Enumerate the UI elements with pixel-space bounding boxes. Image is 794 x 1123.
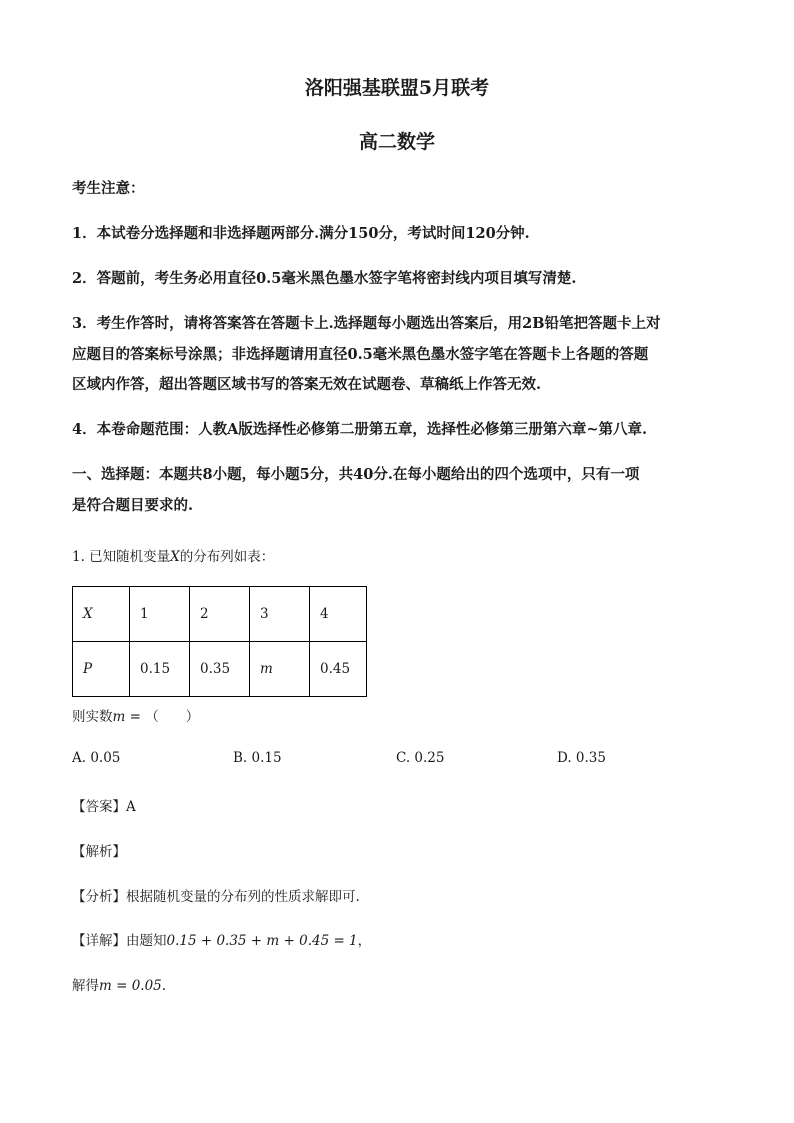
notice-item-4: 4．本卷命题范围：人教A版选择性必修第二册第五章，选择性必修第三册第六章~第八章. [72,421,648,438]
notice-item-3-line-1: 3．考生作答时，请将答案答在答题卡上.选择题每小题选出答案后，用2B铅笔把答题卡上对 [72,315,661,332]
table-row [73,587,367,642]
detail-equation: 0.15 + 0.35 + m + 0.45 = 1 [166,933,358,949]
notice-item-2: 2．答题前，考生务必用直径0.5毫米黑色墨水签字笔将密封线内项目填写清楚. [72,270,577,287]
solve-prefix: 解得 [72,978,99,994]
detail-line [72,929,371,949]
table-cell: 0.15 [130,642,190,697]
option-d: D. 0.35 [557,750,606,766]
answer-value: A [126,799,136,815]
distribution-table [72,586,367,697]
exam-subtitle: 高二数学 [358,131,435,153]
table-row [73,642,367,697]
exam-title: 洛阳强基联盟5月联考 [304,77,490,99]
notice-item-3-line-3: 区域内作答，超出答题区域书写的答案无效在试题卷、草稿纸上作答无效. [72,376,542,393]
table-cell: X [73,587,130,642]
table-cell: 2 [190,587,250,642]
question-1-stem-suffix: 的分布列如表： [179,549,275,565]
table-cell: m [250,642,310,697]
fenxi-label: 【分析】 [72,889,126,905]
detail-label: 【详解】 [72,933,126,949]
question-1-ask [72,705,199,725]
table-cell: 4 [310,587,367,642]
notice-item-1: 1．本试卷分选择题和非选择题两部分.满分150分，考试时间120分钟. [72,225,530,242]
option-a: A. 0.05 [72,750,121,766]
table-cell: 0.35 [190,642,250,697]
question-1-stem [72,545,274,565]
notice-heading: 考生注意： [72,180,145,197]
fenxi-line [72,885,360,905]
question-1-ask-prefix: 则实数 [72,709,113,725]
answer-line [72,795,136,815]
question-1-variable: X [170,549,180,565]
detail-text-suffix: ， [357,933,372,949]
analysis-label: 【解析】 [72,844,126,860]
solve-result: m = 0.05 [99,978,162,994]
solve-line [72,974,166,994]
table-cell: P [73,642,130,697]
notice-item-3-line-2: 应题目的答案标号涂黑；非选择题请用直径0.5毫米黑色墨水签字笔在答题卡上各题的答题 [72,346,649,363]
section-heading-line-2: 是符合题目要求的. [72,497,194,514]
fenxi-text: 根据随机变量的分布列的性质求解即可. [126,889,360,905]
question-1-ask-variable: m [112,709,126,725]
table-cell: 0.45 [310,642,367,697]
section-heading-line-1: 一、选择题：本题共8小题，每小题5分，共40分.在每小题给出的四个选项中，只有一项 [72,466,640,483]
option-c: C. 0.25 [396,750,445,766]
table-cell: 3 [250,587,310,642]
solve-suffix: . [161,978,167,994]
table-cell: 1 [130,587,190,642]
option-b: B. 0.15 [233,750,282,766]
detail-text-prefix: 由题知 [126,933,167,949]
answer-label: 【答案】 [72,799,126,815]
question-1-ask-suffix: = （ ） [125,709,200,725]
question-1-stem-prefix: 1. 已知随机变量 [72,549,171,565]
